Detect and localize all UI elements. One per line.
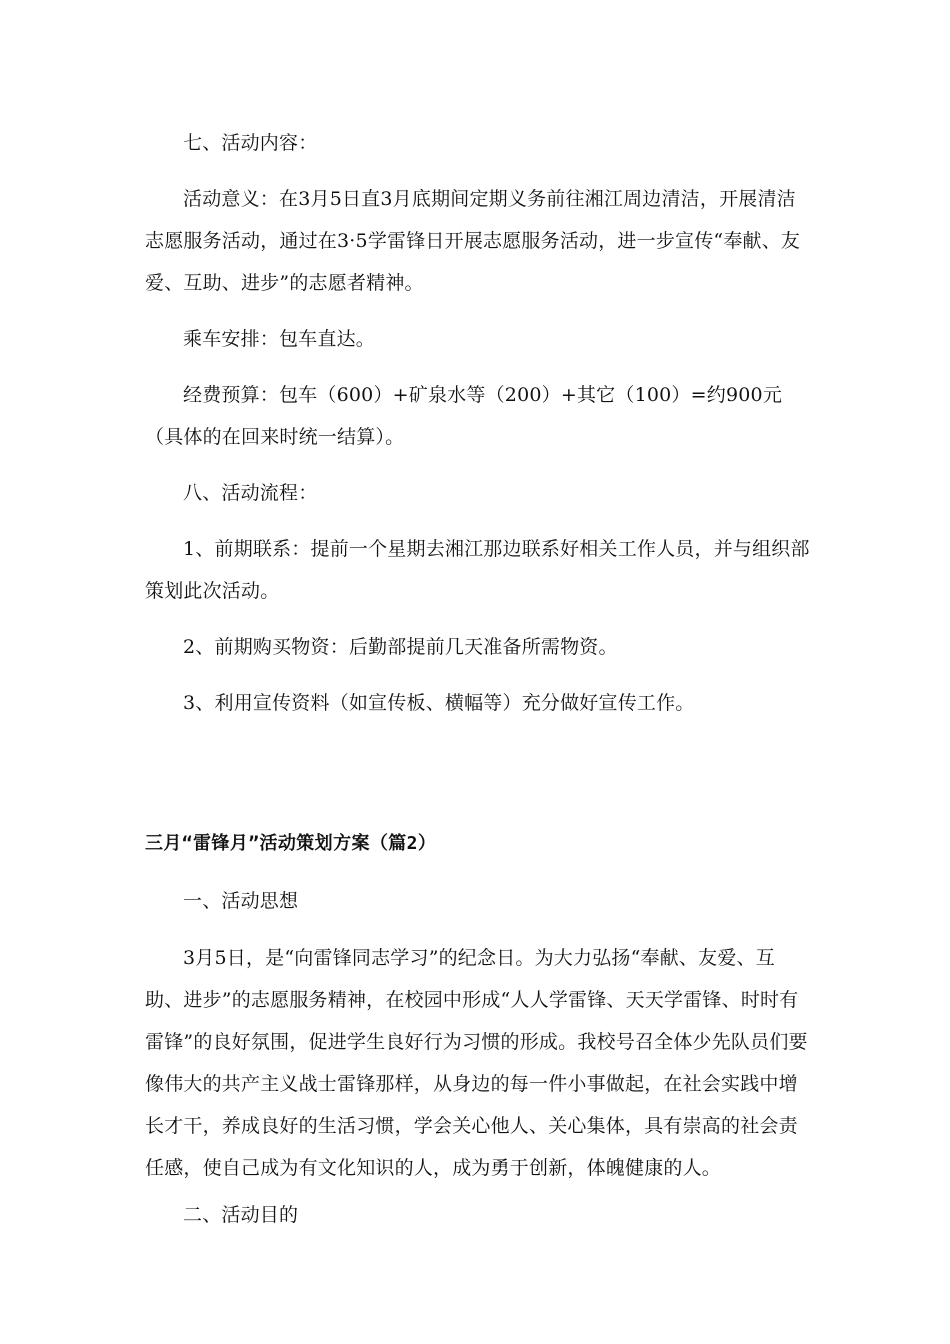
- paragraph-budget: 经费预算：包车（600）+矿泉水等（200）+其它（100）=约900元（具体的在回来时统一结算）。: [145, 384, 783, 448]
- section-heading-activity-content: 七、活动内容：: [183, 132, 318, 154]
- section-heading-activity-purpose: 二、活动目的: [183, 1204, 299, 1226]
- paragraph-activity-thought: 3月5日，是“向雷锋同志学习”的纪念日。为大力弘扬“奉献、友爱、互助、进步”的志愿服务精神，在校园中形成“人人学雷锋、天天学雷锋、时时有雷锋”的良好氛围，促进学生良好行为习惯的形成。我校号召全体少先队员们要像伟大的共产主义战士雷锋那样，从身边的每一件小事做起，在社会实践中增长才干，养成良好的生活习惯，学会关心他人、关心集体，具有崇高的社会责任感，使自己成为有文化知识的人，成为勇于创新，体魄健康的人。: [145, 947, 808, 1179]
- section-title-plan-2: 三月“雷锋月”活动策划方案（篇2）: [145, 833, 437, 854]
- section-heading-activity-process: 八、活动流程：: [183, 482, 318, 504]
- paragraph-process-step-1: 1、前期联系：提前一个星期去湘江那边联系好相关工作人员，并与组织部策划此次活动。: [145, 538, 810, 602]
- section-heading-activity-thought: 一、活动思想: [183, 890, 299, 912]
- paragraph-activity-significance: 活动意义：在3月5日直3月底期间定期义务前往湘江周边清洁，开展清洁志愿服务活动，通过在3·5学雷锋日开展志愿服务活动，进一步宣传“奉献、友爱、互助、进步”的志愿者精神。: [145, 188, 801, 294]
- paragraph-process-step-2: 2、前期购买物资：后勤部提前几天准备所需物资。: [183, 636, 618, 658]
- paragraph-process-step-3: 3、利用宣传资料（如宣传板、横幅等）充分做好宣传工作。: [183, 692, 695, 714]
- paragraph-transport-arrangement: 乘车安排：包车直达。: [183, 328, 376, 350]
